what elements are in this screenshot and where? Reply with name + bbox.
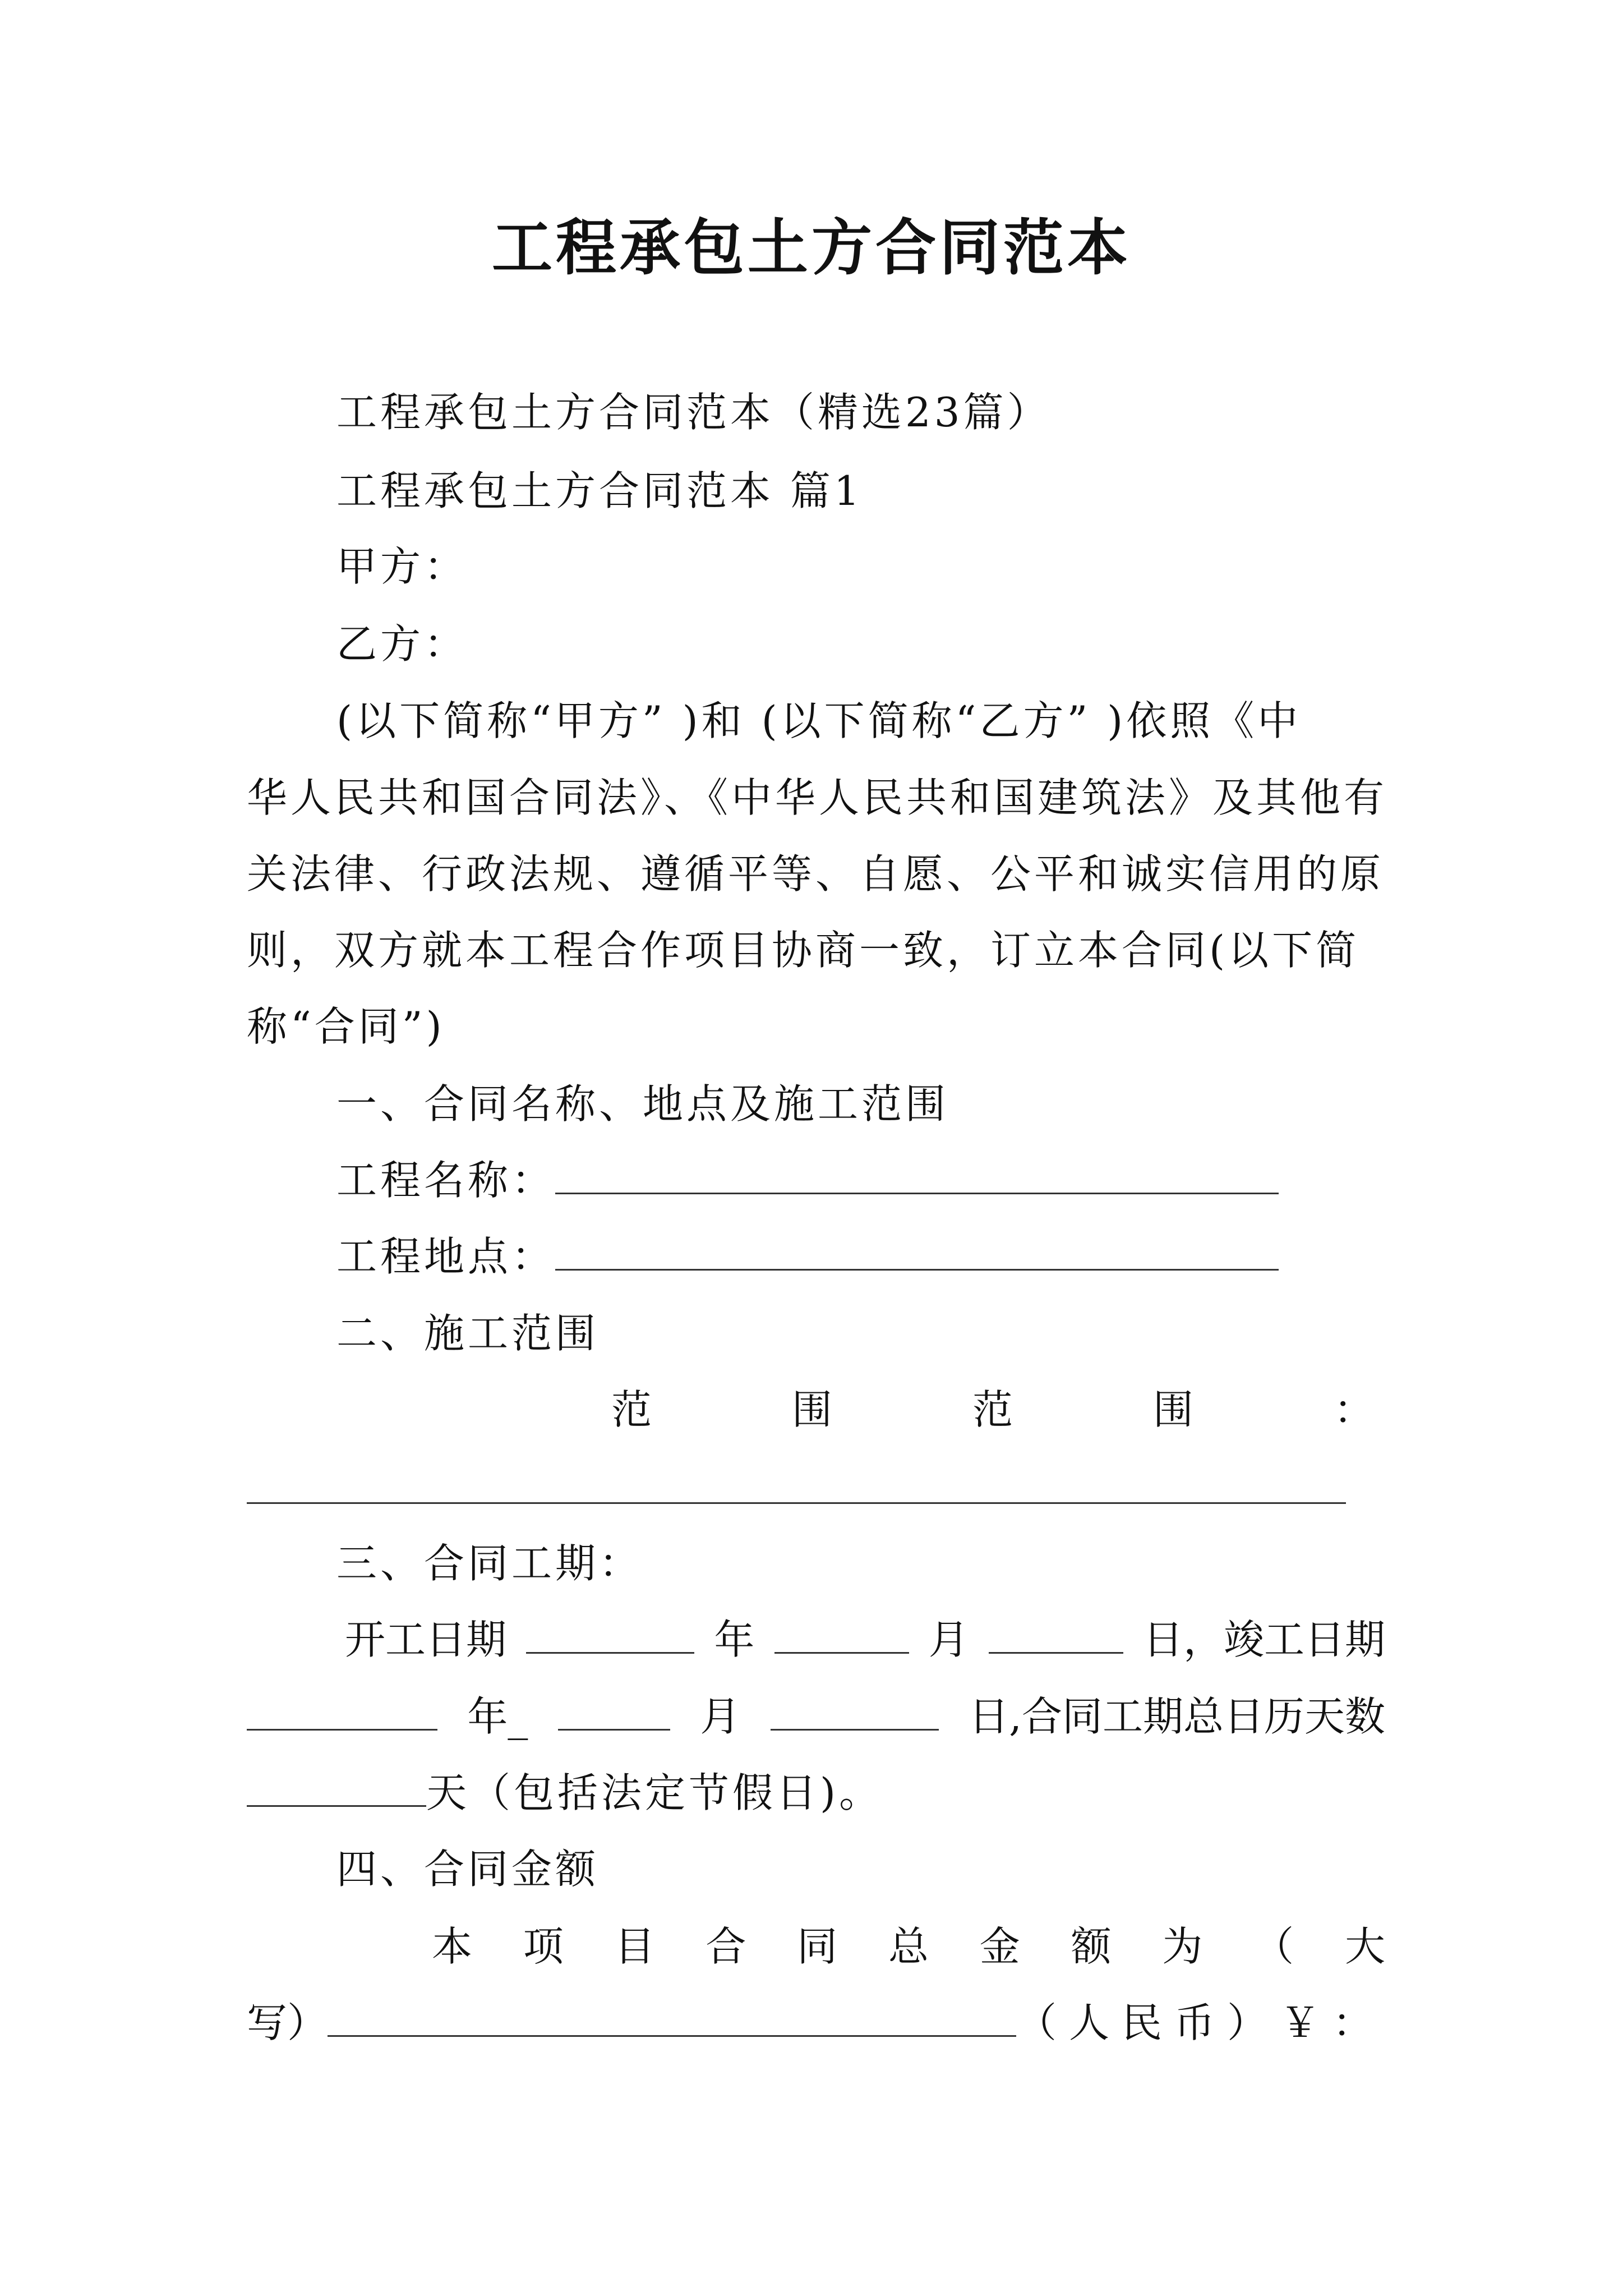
- document-subtitle: 工程承包土方合同范本（精选23篇）: [336, 389, 1051, 436]
- total-days-label: 日,合同工期总日历天数: [969, 1693, 1385, 1740]
- amount-char-3: 目: [614, 1923, 655, 1970]
- amount-rmb-label: （人民币）￥：: [1016, 1999, 1385, 2046]
- amount-line-2: [247, 1995, 1385, 2051]
- amount-char-1: 本: [432, 1923, 473, 1970]
- period-line-2: [247, 1688, 1385, 1745]
- start-date-label: 开工日期: [345, 1616, 507, 1663]
- party-a-label: 甲方：: [336, 543, 468, 590]
- section-heading: 工程承包土方合同范本 篇1: [336, 467, 863, 514]
- scope-char-4: 围: [1152, 1386, 1193, 1433]
- amount-uppercase-blank[interactable]: [328, 2000, 1016, 2037]
- project-name-blank[interactable]: [555, 1158, 1279, 1194]
- scope-colon: ：: [1333, 1386, 1374, 1433]
- start-year-blank[interactable]: [526, 1617, 694, 1654]
- amount-char-7: 金: [979, 1923, 1020, 1970]
- start-day-blank[interactable]: [989, 1617, 1123, 1654]
- project-location-label: 工程地点：: [336, 1233, 556, 1280]
- end-day-blank[interactable]: [771, 1694, 939, 1731]
- period-line-3: [247, 1765, 1385, 1821]
- amount-char-11: 大: [1344, 1923, 1385, 1970]
- scope-blank[interactable]: [247, 1502, 1346, 1504]
- amount-char-10: （: [1253, 1923, 1294, 1970]
- document-title: 工程承包土方合同范本: [491, 213, 1131, 283]
- s2-heading: 二、施工范围: [336, 1310, 600, 1357]
- intro-line-1: (以下简称“甲方” )和 (以下简称“乙方” )依照《中: [336, 697, 1302, 744]
- start-month-unit: 月: [928, 1616, 969, 1663]
- days-text: 天（包括法定节假日)。: [426, 1769, 883, 1816]
- s3-heading: 三、合同工期：: [336, 1540, 643, 1587]
- project-location-row: [336, 1228, 1385, 1285]
- s4-heading: 四、合同金额: [336, 1846, 600, 1893]
- end-year-unit: 年_: [467, 1693, 528, 1740]
- amount-write-label: 写）: [247, 1999, 328, 2046]
- intro-line-5: 称“合同”): [247, 1003, 445, 1050]
- scope-char-2: 围: [791, 1386, 832, 1433]
- intro-line-2: 华人民共和国合同法》、《中华人民共和国建筑法》及其他有: [247, 774, 1388, 821]
- amount-char-2: 项: [523, 1923, 564, 1970]
- end-year-blank[interactable]: [247, 1694, 437, 1731]
- start-year-unit: 年: [714, 1616, 755, 1663]
- total-days-blank[interactable]: [247, 1770, 426, 1807]
- project-name-row: [336, 1152, 1385, 1208]
- scope-char-3: 范: [972, 1386, 1013, 1433]
- amount-char-6: 总: [888, 1923, 929, 1970]
- project-name-label: 工程名称：: [336, 1157, 556, 1204]
- project-location-blank[interactable]: [555, 1234, 1279, 1271]
- amount-char-8: 额: [1071, 1923, 1112, 1970]
- start-month-blank[interactable]: [774, 1617, 909, 1654]
- s1-heading: 一、合同名称、地点及施工范围: [336, 1080, 949, 1128]
- amount-char-5: 同: [797, 1923, 838, 1970]
- intro-line-3: 关法律、行政法规、遵循平等、自愿、公平和诚实信用的原: [247, 850, 1385, 898]
- amount-line-1: [432, 1918, 1385, 1975]
- party-b-label: 乙方：: [336, 620, 468, 668]
- scope-line: [611, 1382, 1374, 1438]
- intro-line-4: 则，双方就本工程合作项目协商一致，订立本合同(以下简: [247, 927, 1360, 974]
- amount-char-4: 合: [706, 1923, 746, 1970]
- end-month-blank[interactable]: [558, 1694, 670, 1731]
- scope-char-1: 范: [611, 1386, 652, 1433]
- end-date-label: 日，竣工日期: [1142, 1616, 1385, 1663]
- end-month-unit: 月: [700, 1693, 741, 1740]
- period-line-1: [345, 1612, 1385, 1668]
- amount-char-9: 为: [1162, 1923, 1203, 1970]
